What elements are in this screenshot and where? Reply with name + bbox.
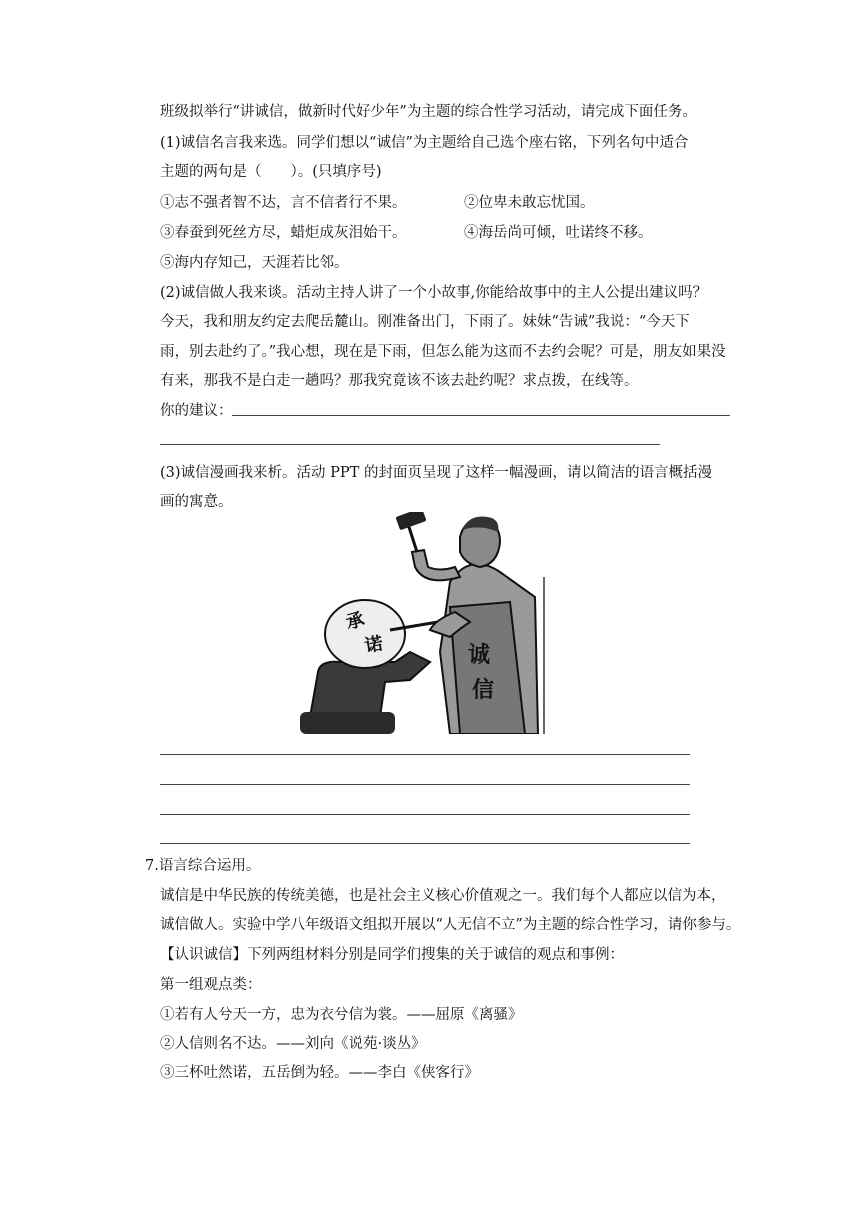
intro-text: 班级拟举行“讲诚信，做新时代好少年”为主题的综合性学习活动，请完成下面任务。 [160, 104, 697, 120]
answer-line-6[interactable] [160, 843, 690, 844]
q7-quote-2: ②人信则名不达。——刘向《说苑·谈丛》 [160, 1036, 426, 1052]
q2-story-line2: 雨，别去赴约了。”我心想，现在是下雨，但怎么能为这而不去约会呢？可是，朋友如果没 [160, 344, 726, 360]
q1-line1: (1)诚信名言我来选。同学们想以“诚信”为主题给自己选个座右铭，下列名句中适合 [160, 135, 689, 151]
q2-heading: (2)诚信做人我来谈。活动主持人讲了一个小故事,你能给故事中的主人公提出建议吗？ [160, 285, 708, 301]
q2-story-line3: 有来，那我不是白走一趟吗？那我究竟该不该去赴约呢？求点拨，在线等。 [160, 373, 639, 389]
answer-line-1[interactable] [232, 415, 730, 416]
q7-quote-3: ③三杯吐然诺，五岳倒为轻。——李白《侠客行》 [160, 1065, 479, 1081]
q7-para-line2: 诚信做人。实验中学八年级语文组拟开展以“人无信不立”为主题的综合性学习，请你参与。 [160, 917, 741, 933]
promise-char-1: 承 [343, 608, 367, 634]
man-arm [412, 550, 460, 580]
answer-line-4[interactable] [160, 784, 690, 785]
hammer-handle [408, 524, 417, 552]
answer-line-2[interactable] [160, 444, 660, 445]
promise-stone [325, 600, 405, 668]
q1-option-4: ④海岳尚可倾，吐诺终不移。 [464, 225, 653, 241]
integrity-cartoon [300, 512, 560, 734]
q2-story-line1: 今天，我和朋友约定去爬岳麓山。刚准备出门，下雨了。妹妹“告诫”我说：“今天下 [160, 314, 690, 330]
q7-section: 【认识诚信】下列两组材料分别是同学们搜集的关于诚信的观点和事例： [160, 947, 624, 963]
promise-char-2: 诺 [363, 633, 385, 657]
hammer-head [395, 512, 426, 530]
q2-answer-label: 你的建议： [160, 403, 233, 419]
integrity-char-1: 诚 [468, 643, 491, 668]
q1-option-3: ③春蚕到死丝方尽，蜡炬成灰泪始干。 [160, 225, 407, 241]
q1-option-2: ②位卑未敢忘忧国。 [464, 195, 595, 211]
q1-option-1: ①志不强者智不达，言不信者行不果。 [160, 195, 407, 211]
anvil-base [300, 712, 395, 734]
answer-line-5[interactable] [160, 814, 690, 815]
q1-line2: 主题的两句是（ ）。(只填序号) [160, 164, 382, 180]
q3-line2: 画的寓意。 [160, 494, 233, 510]
q7-title: 7.语言综合运用。 [145, 858, 261, 874]
integrity-char-2: 信 [472, 678, 495, 703]
q7-group1: 第一组观点类： [160, 977, 262, 993]
answer-line-3[interactable] [160, 754, 690, 755]
q3-line1: (3)诚信漫画我来析。活动 PPT 的封面页呈现了这样一幅漫画，请以简洁的语言概括漫 [160, 465, 712, 481]
q7-quote-1: ①若有人兮天一方，忠为衣兮信为裳。——屈原《离骚》 [160, 1007, 523, 1023]
q1-option-5: ⑤海内存知己，天涯若比邻。 [160, 255, 349, 271]
q7-para-line1: 诚信是中华民族的传统美德，也是社会主义核心价值观之一。我们每个人都应以信为本， [160, 888, 726, 904]
